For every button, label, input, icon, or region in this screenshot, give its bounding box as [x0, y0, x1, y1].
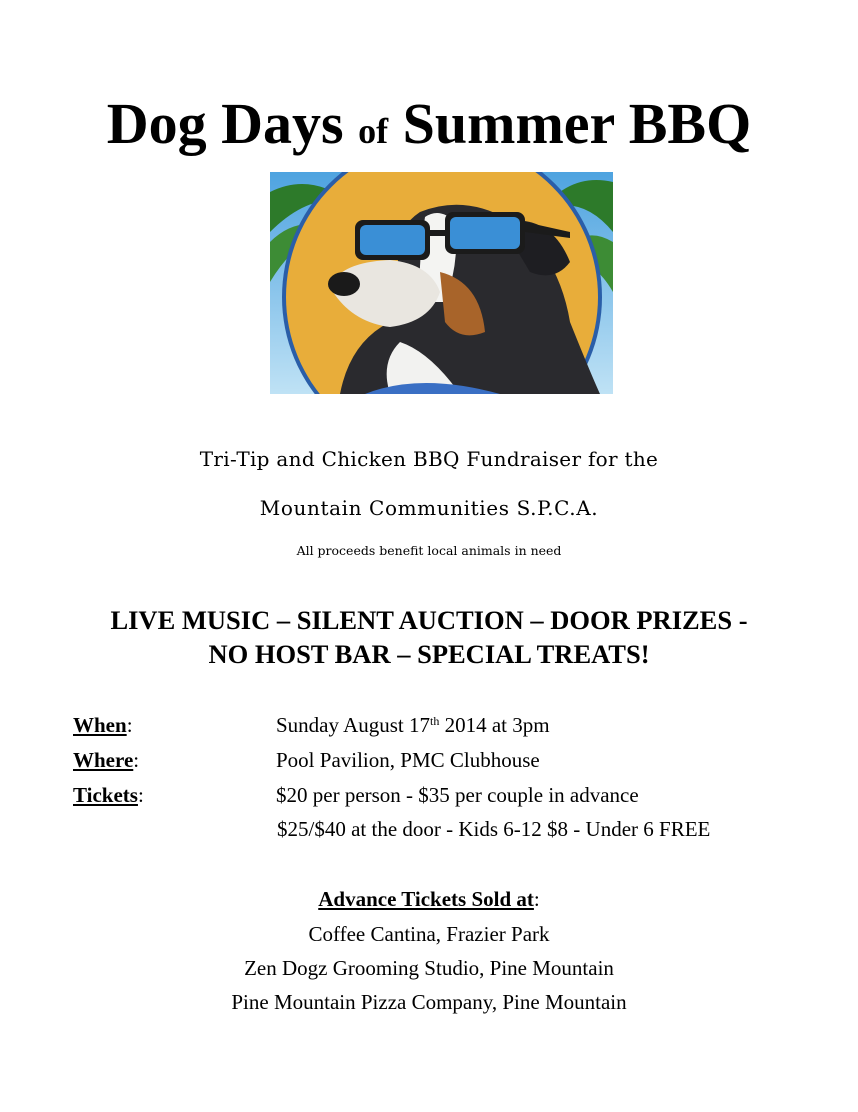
dog-with-sunglasses-photo [270, 172, 613, 394]
when-label [73, 711, 133, 739]
location-item: Coffee Cantina, Frazier Park [308, 922, 550, 946]
location-item: Zen Dogz Grooming Studio, Pine Mountain [244, 956, 614, 980]
tickets-label-text: Tickets [73, 783, 138, 807]
tickets-label [73, 781, 144, 809]
advance-colon: : [533, 887, 540, 911]
when-ordinal: th [430, 714, 440, 728]
title-part-3: Summer BBQ [388, 91, 752, 156]
page-title [0, 88, 858, 167]
title-part-2: of [358, 111, 389, 151]
where-colon: : [133, 748, 140, 772]
proceeds-note: All proceeds benefit local animals in need [296, 543, 562, 558]
where-label-text: Where [73, 748, 134, 772]
headline-line-1: LIVE MUSIC – SILENT AUCTION – DOOR PRIZES - [110, 605, 748, 635]
when-label-text: When [73, 713, 127, 737]
headline-line-2: NO HOST BAR – SPECIAL TREATS! [208, 639, 650, 669]
subtitle-line-1: Tri-Tip and Chicken BBQ Fundraiser for the [199, 447, 659, 471]
tickets-price-advance: $20 per person - $35 per couple in advance [276, 783, 639, 807]
tickets-price-door: $25/$40 at the door - Kids 6-12 $8 - Under 6 FREE [277, 817, 711, 841]
subtitle-line-2: Mountain Communities S.P.C.A. [259, 496, 599, 520]
advance-heading-text: Advance Tickets Sold at [318, 887, 534, 911]
where-label [73, 746, 139, 774]
title-part-1: Dog Days [106, 91, 359, 156]
location-item: Pine Mountain Pizza Company, Pine Mountain [231, 990, 627, 1014]
when-colon: : [126, 713, 133, 737]
advance-tickets-heading [0, 885, 858, 913]
when-time: 2014 at 3pm [439, 713, 550, 737]
dog-illustration [270, 172, 613, 394]
where-value: Pool Pavilion, PMC Clubhouse [276, 748, 540, 772]
when-value [276, 711, 550, 739]
when-date: Sunday August 17 [276, 713, 431, 737]
tickets-colon: : [137, 783, 144, 807]
